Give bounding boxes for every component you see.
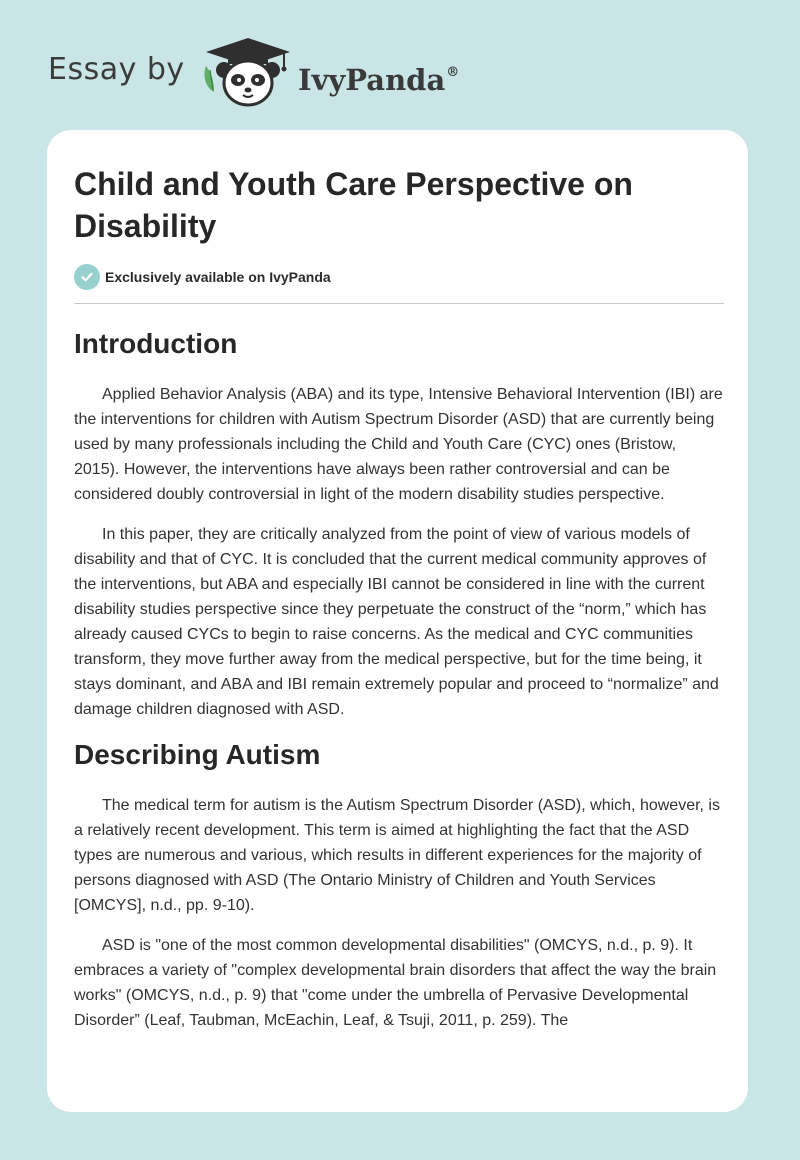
panda-graduation-icon — [200, 36, 296, 108]
brand-text: IvyPanda — [298, 63, 446, 97]
exclusive-badge-label: Exclusively available on IvyPanda — [105, 269, 331, 285]
site-header — [0, 0, 800, 120]
essay-card — [47, 130, 748, 1112]
registered-mark: ® — [446, 65, 460, 80]
section-heading-describing-autism: Describing Autism — [74, 739, 321, 770]
paragraph: Applied Behavior Analysis (ABA) and its type, Intensive Behavioral Intervention (IBI) are the interventions for children with Autism Spectrum Disorder (ASD) that are currently being used by many professionals including the Child and Youth Care (CYC) ones (Bristow, 2015). However, the interventions have always been rather controversial and can be considered doubly controversial in light of the modern disability studies perspective. — [74, 386, 723, 503]
page-title: Child and Youth Care Perspective on Disability — [74, 166, 633, 244]
paragraph: In this paper, they are critically analyzed from the point of view of various models of disability and that of CYC. It is concluded that the current medical community approves of the interventions, but ABA and especially IBI cannot be considered in line with the current disability studies perspective since they perpetuate the construct of the “norm,” which has already caused CYCs to begin to raise concerns. As the medical and CYC communities transform, they move further away from the medical perspective, but for the time being, it stays dominant, and ABA and IBI remain extremely popular and proceed to “normalize” and damage children diagnosed with ASD. — [74, 526, 719, 718]
paragraph: The medical term for autism is the Autism Spectrum Disorder (ASD), which, however, is a relatively recent development. This term is aimed at highlighting the fact that the ASD types are numerous and various, which results in different experiences for the majority of persons diagnosed with ASD (The Ontario Ministry of Children and Youth Services [OMCYS], n.d., pp. 9-10). — [74, 797, 720, 914]
essay-by-label: Essay by — [48, 52, 185, 87]
divider — [74, 303, 724, 304]
exclusive-badge — [74, 263, 331, 291]
article-body — [74, 320, 724, 1033]
brand-name[interactable] — [298, 53, 459, 100]
section-heading-introduction: Introduction — [74, 328, 238, 359]
check-circle-icon — [74, 264, 100, 290]
paragraph: ASD is "one of the most common developmental disabilities" (OMCYS, n.d., p. 9). It embraces a variety of "complex developmental brain disorders that affect the way the brain works" (OMCYS, n.d., p. 9) that "come under the umbrella of Pervasive Developmental Disorder” (Leaf, Taubman, McEachin, Leaf, & Tsuji, 2011, p. 259). The — [74, 937, 717, 1029]
